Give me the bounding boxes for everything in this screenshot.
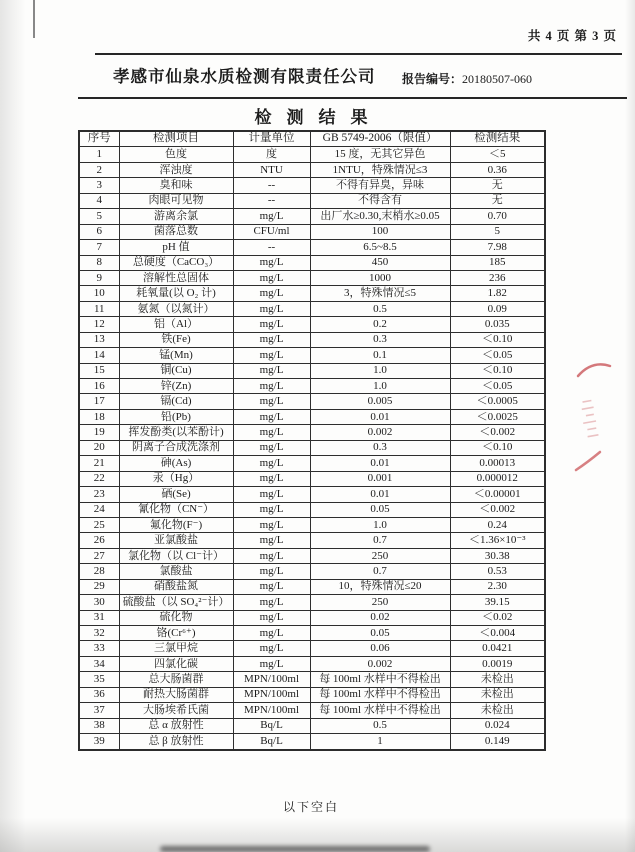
cell-unit: mg/L: [233, 579, 310, 594]
cell-limit: 0.7: [310, 533, 450, 548]
cell-limit: 0.01: [310, 409, 450, 424]
cell-item: 氰化物（CN⁻）: [119, 502, 233, 517]
cell-index: 12: [79, 317, 119, 332]
cell-item: 阴离子合成洗涤剂: [119, 440, 233, 455]
cell-unit: CFU/ml: [233, 224, 310, 239]
cell-unit: --: [233, 193, 310, 208]
cell-index: 22: [79, 471, 119, 486]
cell-item: 色度: [119, 147, 233, 162]
cell-result: ＜0.10: [450, 332, 545, 347]
cell-item: 氨氮（以氮计）: [119, 301, 233, 316]
results-table-body: [79, 147, 545, 750]
table-row: [79, 595, 545, 610]
cell-item: 总大肠菌群: [119, 672, 233, 687]
cell-index: 30: [79, 595, 119, 610]
cell-unit: mg/L: [233, 317, 310, 332]
cell-result: 0.70: [450, 209, 545, 224]
cell-item: 游离余氯: [119, 209, 233, 224]
cell-unit: mg/L: [233, 595, 310, 610]
cell-index: 14: [79, 348, 119, 363]
cell-limit: 0.5: [310, 718, 450, 733]
cell-unit: mg/L: [233, 363, 310, 378]
cell-result: 7.98: [450, 240, 545, 255]
table-row: [79, 718, 545, 733]
report-number-value: 20180507-060: [462, 72, 533, 86]
cell-item: 耐热大肠菌群: [119, 687, 233, 702]
table-row: [79, 471, 545, 486]
cell-unit: MPN/100ml: [233, 703, 310, 718]
cell-limit: 1.0: [310, 363, 450, 378]
cell-unit: mg/L: [233, 409, 310, 424]
stamp-stroke-top: [578, 364, 610, 376]
cell-unit: mg/L: [233, 487, 310, 502]
scan-artifact-topleft: [33, 0, 35, 38]
cell-index: 2: [79, 162, 119, 177]
cell-result: ＜0.05: [450, 348, 545, 363]
table-row: [79, 363, 545, 378]
table-row: [79, 224, 545, 239]
cell-unit: mg/L: [233, 502, 310, 517]
cell-index: 10: [79, 286, 119, 301]
cell-item: 耗氧量(以 O₂ 计): [119, 286, 233, 301]
cell-limit: 100: [310, 224, 450, 239]
cell-unit: Bq/L: [233, 734, 310, 750]
cell-limit: 0.05: [310, 626, 450, 641]
cell-item: 臭和味: [119, 178, 233, 193]
cell-limit: 450: [310, 255, 450, 270]
table-header-row: [79, 131, 545, 147]
cell-limit: 出厂水≥0.30,末梢水≥0.05: [310, 209, 450, 224]
cell-unit: mg/L: [233, 379, 310, 394]
table-row: [79, 517, 545, 532]
cell-result: 236: [450, 270, 545, 285]
col-header-result: 检测结果: [450, 131, 545, 147]
cell-result: 0.0421: [450, 641, 545, 656]
cell-unit: --: [233, 178, 310, 193]
cell-item: 铝（Al）: [119, 317, 233, 332]
page-title: 检测结果: [254, 108, 383, 127]
company-name: 孝感市仙泉水质检测有限责任公司: [113, 68, 376, 86]
cell-result: 39.15: [450, 595, 545, 610]
cell-item: 汞（Hg）: [119, 471, 233, 486]
cell-index: 19: [79, 425, 119, 440]
cell-index: 16: [79, 379, 119, 394]
cell-index: 33: [79, 641, 119, 656]
cell-limit: 0.01: [310, 456, 450, 471]
cell-item: 菌落总数: [119, 224, 233, 239]
table-row: [79, 626, 545, 641]
cell-result: ＜0.02: [450, 610, 545, 625]
cell-unit: mg/L: [233, 517, 310, 532]
cell-result: 0.000012: [450, 471, 545, 486]
cell-result: ＜0.0005: [450, 394, 545, 409]
cell-index: 25: [79, 517, 119, 532]
cell-index: 31: [79, 610, 119, 625]
table-row: [79, 672, 545, 687]
cell-index: 6: [79, 224, 119, 239]
cell-item: 锰(Mn): [119, 348, 233, 363]
table-row: [79, 240, 545, 255]
cell-index: 18: [79, 409, 119, 424]
cell-limit: 1: [310, 734, 450, 750]
table-row: [79, 734, 545, 750]
cell-result: ＜0.0025: [450, 409, 545, 424]
cell-item: 硫酸盐（以 SO₄²⁻计）: [119, 595, 233, 610]
cell-item: 镉(Cd): [119, 394, 233, 409]
cell-item: 氯酸盐: [119, 564, 233, 579]
cell-item: pH 值: [119, 240, 233, 255]
table-row: [79, 379, 545, 394]
cell-unit: mg/L: [233, 270, 310, 285]
cell-item: 硫化物: [119, 610, 233, 625]
stamp-stroke-bottom: [576, 452, 600, 470]
cell-unit: mg/L: [233, 332, 310, 347]
cell-index: 27: [79, 548, 119, 563]
cell-limit: 0.02: [310, 610, 450, 625]
cell-result: 30.38: [450, 548, 545, 563]
cell-index: 23: [79, 487, 119, 502]
table-row: [79, 409, 545, 424]
cell-item: 氟化物(F⁻): [119, 517, 233, 532]
cell-item: 铜(Cu): [119, 363, 233, 378]
cell-item: 亚氯酸盐: [119, 533, 233, 548]
cell-unit: mg/L: [233, 425, 310, 440]
table-row: [79, 178, 545, 193]
blank-below-note: 以下空白: [282, 800, 339, 814]
stamp-text-fragments: [579, 400, 598, 438]
cell-index: 4: [79, 193, 119, 208]
cell-unit: mg/L: [233, 471, 310, 486]
cell-result: ＜0.002: [450, 502, 545, 517]
table-row: [79, 193, 545, 208]
cell-index: 34: [79, 656, 119, 671]
cell-index: 35: [79, 672, 119, 687]
table-row: [79, 456, 545, 471]
cell-unit: mg/L: [233, 301, 310, 316]
cell-result: 无: [450, 178, 545, 193]
header-rule-top: [95, 53, 622, 55]
cell-index: 29: [79, 579, 119, 594]
cell-unit: NTU: [233, 162, 310, 177]
cell-result: 0.09: [450, 301, 545, 316]
cell-item: 砷(As): [119, 456, 233, 471]
cell-result: ＜0.10: [450, 363, 545, 378]
table-row: [79, 502, 545, 517]
cell-item: 溶解性总固体: [119, 270, 233, 285]
cell-limit: 1.0: [310, 379, 450, 394]
table-row: [79, 332, 545, 347]
cell-unit: MPN/100ml: [233, 687, 310, 702]
cell-unit: mg/L: [233, 548, 310, 563]
cell-result: 185: [450, 255, 545, 270]
cell-item: 铅(Pb): [119, 409, 233, 424]
cell-limit: 10，特殊情况≤20: [310, 579, 450, 594]
table-row: [79, 533, 545, 548]
cell-limit: 0.7: [310, 564, 450, 579]
cell-limit: 每 100ml 水样中不得检出: [310, 703, 450, 718]
report-number-label: 报告编号：: [402, 72, 463, 86]
cell-index: 36: [79, 687, 119, 702]
cell-unit: mg/L: [233, 348, 310, 363]
cell-unit: mg/L: [233, 456, 310, 471]
table-row: [79, 425, 545, 440]
cell-limit: 不得有异臭，异味: [310, 178, 450, 193]
cell-result: 2.30: [450, 579, 545, 594]
scan-edge-right: [625, 0, 635, 852]
cell-result: ＜0.05: [450, 379, 545, 394]
cell-index: 17: [79, 394, 119, 409]
cell-index: 1: [79, 147, 119, 162]
cell-index: 24: [79, 502, 119, 517]
cell-result: 0.024: [450, 718, 545, 733]
scan-edge-left: [0, 0, 30, 852]
cell-index: 3: [79, 178, 119, 193]
table-row: [79, 564, 545, 579]
table-row: [79, 394, 545, 409]
table-row: [79, 687, 545, 702]
cell-result: 未检出: [450, 672, 545, 687]
cell-item: 浑浊度: [119, 162, 233, 177]
cell-unit: mg/L: [233, 255, 310, 270]
table-row: [79, 440, 545, 455]
report-number: [402, 70, 532, 87]
col-header-limit: GB 5749-2006（限值）: [310, 131, 450, 147]
cell-result: ＜0.00001: [450, 487, 545, 502]
cell-limit: 不得含有: [310, 193, 450, 208]
cell-item: 总硬度（CaCO₃）: [119, 255, 233, 270]
table-row: [79, 286, 545, 301]
cell-limit: 每 100ml 水样中不得检出: [310, 687, 450, 702]
cell-limit: 0.2: [310, 317, 450, 332]
table-row: [79, 270, 545, 285]
cell-unit: mg/L: [233, 440, 310, 455]
cell-limit: 每 100ml 水样中不得检出: [310, 672, 450, 687]
table-row: [79, 162, 545, 177]
cell-result: ＜0.10: [450, 440, 545, 455]
col-header-index: 序号: [79, 131, 119, 147]
cell-limit: 1000: [310, 270, 450, 285]
red-stamp-mark: [570, 352, 625, 487]
cell-item: 肉眼可见物: [119, 193, 233, 208]
cell-unit: MPN/100ml: [233, 672, 310, 687]
cell-result: 0.149: [450, 734, 545, 750]
cell-item: 氯化物（以 Cl⁻计）: [119, 548, 233, 563]
cell-result: 0.36: [450, 162, 545, 177]
cell-result: 0.035: [450, 317, 545, 332]
cell-limit: 0.001: [310, 471, 450, 486]
cell-index: 9: [79, 270, 119, 285]
cell-item: 三氯甲烷: [119, 641, 233, 656]
cell-result: ＜5: [450, 147, 545, 162]
cell-unit: mg/L: [233, 656, 310, 671]
cell-index: 11: [79, 301, 119, 316]
cell-item: 挥发酚类(以苯酚计): [119, 425, 233, 440]
table-row: [79, 703, 545, 718]
cell-limit: 0.1: [310, 348, 450, 363]
cell-limit: 250: [310, 548, 450, 563]
cell-limit: 1NTU，特殊情况≤3: [310, 162, 450, 177]
cell-limit: 0.3: [310, 440, 450, 455]
cell-item: 硝酸盐氮: [119, 579, 233, 594]
cell-limit: 6.5~8.5: [310, 240, 450, 255]
cell-result: ＜0.004: [450, 626, 545, 641]
cell-result: ＜0.002: [450, 425, 545, 440]
cell-item: 铬(Cr⁶⁺): [119, 626, 233, 641]
cell-item: 铁(Fe): [119, 332, 233, 347]
header-rule-bottom: [78, 97, 627, 99]
cell-result: 未检出: [450, 703, 545, 718]
table-row: [79, 317, 545, 332]
cell-index: 21: [79, 456, 119, 471]
cell-unit: Bq/L: [233, 718, 310, 733]
cell-unit: mg/L: [233, 209, 310, 224]
cell-limit: 0.002: [310, 425, 450, 440]
cell-result: 1.82: [450, 286, 545, 301]
cell-index: 26: [79, 533, 119, 548]
col-header-item: 检测项目: [119, 131, 233, 147]
cell-result: 0.24: [450, 517, 545, 532]
cell-index: 37: [79, 703, 119, 718]
cell-limit: 250: [310, 595, 450, 610]
cell-result: 未检出: [450, 687, 545, 702]
table-row: [79, 487, 545, 502]
table-row: [79, 641, 545, 656]
cell-index: 38: [79, 718, 119, 733]
cell-index: 15: [79, 363, 119, 378]
cell-index: 32: [79, 626, 119, 641]
cell-limit: 0.05: [310, 502, 450, 517]
cell-index: 28: [79, 564, 119, 579]
cell-unit: mg/L: [233, 533, 310, 548]
cell-result: 无: [450, 193, 545, 208]
cell-item: 硒(Se): [119, 487, 233, 502]
cell-item: 大肠埃希氏菌: [119, 703, 233, 718]
cell-limit: 0.01: [310, 487, 450, 502]
results-table: [78, 130, 546, 751]
cell-limit: 0.005: [310, 394, 450, 409]
cell-result: ＜1.36×10⁻³: [450, 533, 545, 548]
scan-artifact-bottom-smudge: [160, 846, 430, 852]
table-row: [79, 579, 545, 594]
cell-result: 0.00013: [450, 456, 545, 471]
cell-unit: mg/L: [233, 610, 310, 625]
col-header-unit: 计量单位: [233, 131, 310, 147]
cell-item: 四氯化碳: [119, 656, 233, 671]
cell-index: 8: [79, 255, 119, 270]
cell-unit: mg/L: [233, 286, 310, 301]
cell-item: 总 β 放射性: [119, 734, 233, 750]
cell-limit: 0.5: [310, 301, 450, 316]
page-count: 共 4 页 第 3 页: [527, 29, 617, 43]
cell-unit: mg/L: [233, 626, 310, 641]
cell-unit: 度: [233, 147, 310, 162]
cell-limit: 0.06: [310, 641, 450, 656]
table-row: [79, 301, 545, 316]
cell-limit: 1.0: [310, 517, 450, 532]
cell-result: 0.0019: [450, 656, 545, 671]
table-row: [79, 209, 545, 224]
cell-result: 0.53: [450, 564, 545, 579]
cell-result: 5: [450, 224, 545, 239]
cell-limit: 0.002: [310, 656, 450, 671]
cell-unit: --: [233, 240, 310, 255]
table-row: [79, 548, 545, 563]
cell-item: 总 α 放射性: [119, 718, 233, 733]
table-row: [79, 348, 545, 363]
cell-unit: mg/L: [233, 564, 310, 579]
cell-unit: mg/L: [233, 394, 310, 409]
cell-index: 5: [79, 209, 119, 224]
cell-index: 13: [79, 332, 119, 347]
cell-index: 7: [79, 240, 119, 255]
cell-limit: 15 度，无其它异色: [310, 147, 450, 162]
cell-index: 20: [79, 440, 119, 455]
cell-limit: 3，特殊情况≤5: [310, 286, 450, 301]
cell-index: 39: [79, 734, 119, 750]
table-row: [79, 610, 545, 625]
cell-item: 锌(Zn): [119, 379, 233, 394]
cell-unit: mg/L: [233, 641, 310, 656]
cell-limit: 0.3: [310, 332, 450, 347]
table-row: [79, 656, 545, 671]
table-row: [79, 147, 545, 162]
table-row: [79, 255, 545, 270]
